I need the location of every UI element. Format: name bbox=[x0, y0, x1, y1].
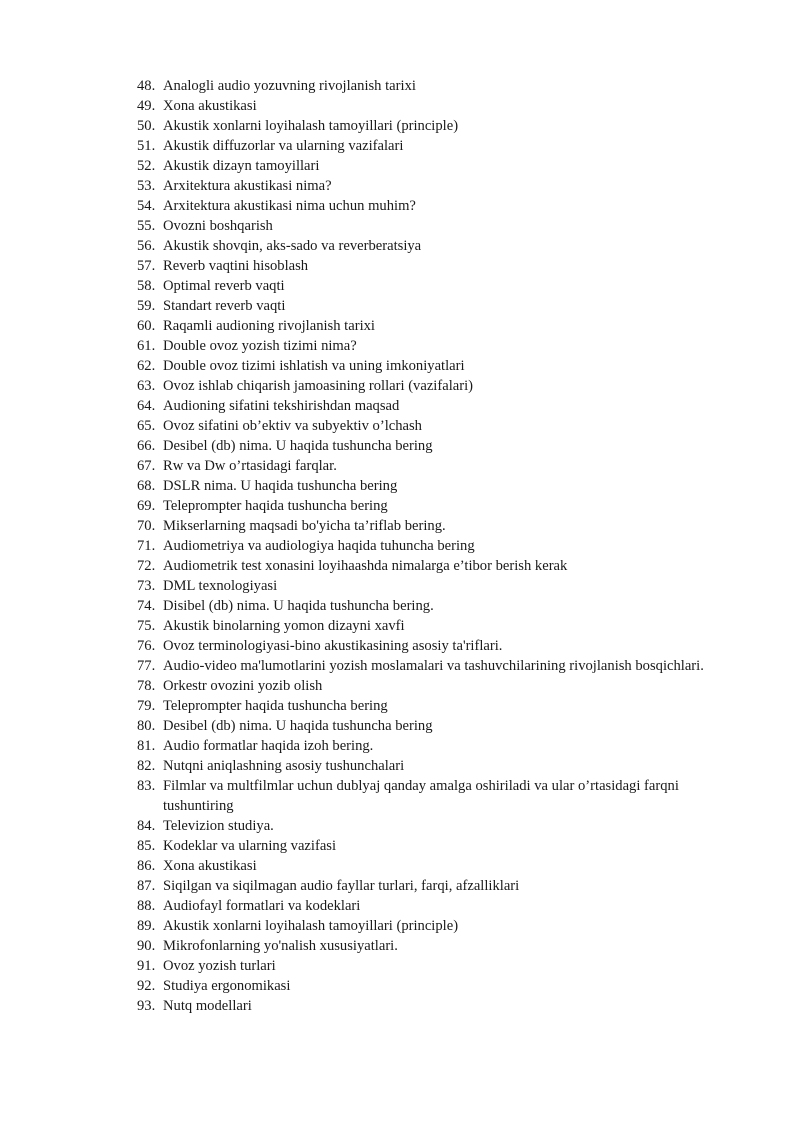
item-number: 56. bbox=[137, 238, 156, 254]
list-item bbox=[137, 836, 749, 856]
list-item bbox=[137, 476, 749, 496]
list-item bbox=[137, 196, 749, 216]
item-text: Xona akustikasi bbox=[163, 98, 257, 114]
list-item bbox=[137, 956, 749, 976]
list-item bbox=[137, 256, 749, 276]
item-text: Kodeklar va ularning vazifasi bbox=[163, 838, 337, 854]
item-number: 49. bbox=[137, 98, 156, 114]
item-text: Desibel (db) nima. U haqida tushuncha bering bbox=[163, 438, 433, 454]
list-item bbox=[137, 176, 749, 196]
list-item bbox=[137, 136, 749, 156]
item-text: Reverb vaqtini hisoblash bbox=[163, 258, 309, 274]
list-item bbox=[137, 996, 749, 1016]
list-item bbox=[137, 556, 749, 576]
item-text: Desibel (db) nima. U haqida tushuncha bering bbox=[163, 718, 433, 734]
list-item bbox=[137, 576, 749, 596]
item-text: Ovoz sifatini ob’ektiv va subyektiv o’lchash bbox=[163, 418, 422, 434]
item-text: Arxitektura akustikasi nima? bbox=[163, 178, 332, 194]
item-number: 72. bbox=[137, 558, 156, 574]
item-text: Akustik diffuzorlar va ularning vazifalari bbox=[163, 138, 404, 154]
list-item bbox=[137, 676, 749, 696]
item-text: Audiometrik test xonasini loyihaashda nimalarga e’tibor berish kerak bbox=[163, 558, 568, 574]
list-item bbox=[137, 316, 749, 336]
item-number: 65. bbox=[137, 418, 156, 434]
item-text: Double ovoz yozish tizimi nima? bbox=[163, 338, 357, 354]
item-text: Filmlar va multfilmlar uchun dublyaj qanday amalga oshiriladi va ular o’rtasidagi farqni tushuntiring bbox=[163, 778, 679, 814]
item-text: Audiometriya va audiologiya haqida tuhuncha bering bbox=[163, 538, 475, 554]
list-item bbox=[137, 716, 749, 736]
list-item bbox=[137, 516, 749, 536]
item-number: 88. bbox=[137, 898, 156, 914]
item-number: 79. bbox=[137, 698, 156, 714]
list-item bbox=[137, 156, 749, 176]
item-number: 53. bbox=[137, 178, 156, 194]
list-item bbox=[137, 356, 749, 376]
item-text: Audiofayl formatlari va kodeklari bbox=[163, 898, 361, 914]
item-text: Xona akustikasi bbox=[163, 858, 257, 874]
item-text: Nutq modellari bbox=[163, 998, 252, 1014]
item-number: 90. bbox=[137, 938, 156, 954]
list-item bbox=[137, 636, 749, 656]
item-text: Televizion studiya. bbox=[163, 818, 274, 834]
item-number: 60. bbox=[137, 318, 156, 334]
item-text: Analogli audio yozuvning rivojlanish tarixi bbox=[163, 78, 416, 94]
item-number: 48. bbox=[137, 78, 156, 94]
item-number: 69. bbox=[137, 498, 156, 514]
item-text: Audio formatlar haqida izoh bering. bbox=[163, 738, 374, 754]
item-number: 54. bbox=[137, 198, 156, 214]
list-item bbox=[137, 816, 749, 836]
item-number: 89. bbox=[137, 918, 156, 934]
list-item bbox=[137, 396, 749, 416]
item-number: 67. bbox=[137, 458, 156, 474]
numbered-question-list bbox=[137, 76, 749, 1016]
item-number: 83. bbox=[137, 778, 156, 794]
item-text: Akustik xonlarni loyihalash tamoyillari (principle) bbox=[163, 918, 459, 934]
item-text: Rw va Dw o’rtasidagi farqlar. bbox=[163, 458, 337, 474]
item-number: 57. bbox=[137, 258, 156, 274]
item-number: 86. bbox=[137, 858, 156, 874]
item-number: 66. bbox=[137, 438, 156, 454]
item-number: 91. bbox=[137, 958, 156, 974]
list-item bbox=[137, 216, 749, 236]
item-number: 59. bbox=[137, 298, 156, 314]
item-text: Audioning sifatini tekshirishdan maqsad bbox=[163, 398, 400, 414]
list-item bbox=[137, 76, 749, 96]
item-number: 70. bbox=[137, 518, 156, 534]
item-text: DSLR nima. U haqida tushuncha bering bbox=[163, 478, 398, 494]
item-number: 77. bbox=[137, 658, 156, 674]
item-text: Nutqni aniqlashning asosiy tushunchalari bbox=[163, 758, 405, 774]
item-number: 62. bbox=[137, 358, 156, 374]
list-item bbox=[137, 936, 749, 956]
item-text: Teleprompter haqida tushuncha bering bbox=[163, 498, 388, 514]
item-number: 63. bbox=[137, 378, 156, 394]
list-item bbox=[137, 616, 749, 636]
item-text: Akustik xonlarni loyihalash tamoyillari (principle) bbox=[163, 118, 459, 134]
list-item bbox=[137, 336, 749, 356]
item-number: 51. bbox=[137, 138, 156, 154]
list-item bbox=[137, 976, 749, 996]
item-text: Mikrofonlarning yo'nalish xususiyatlari. bbox=[163, 938, 398, 954]
item-text: Studiya ergonomikasi bbox=[163, 978, 291, 994]
list-item bbox=[137, 776, 749, 816]
list-item bbox=[137, 416, 749, 436]
item-text: Arxitektura akustikasi nima uchun muhim? bbox=[163, 198, 416, 214]
list-item bbox=[137, 236, 749, 256]
item-number: 61. bbox=[137, 338, 156, 354]
item-text: Standart reverb vaqti bbox=[163, 298, 286, 314]
item-text: Double ovoz tizimi ishlatish va uning imkoniyatlari bbox=[163, 358, 465, 374]
item-number: 76. bbox=[137, 638, 156, 654]
list-item bbox=[137, 116, 749, 136]
list-item bbox=[137, 536, 749, 556]
item-number: 68. bbox=[137, 478, 156, 494]
list-item bbox=[137, 376, 749, 396]
item-number: 85. bbox=[137, 838, 156, 854]
item-text: Akustik dizayn tamoyillari bbox=[163, 158, 320, 174]
list-item bbox=[137, 896, 749, 916]
item-number: 50. bbox=[137, 118, 156, 134]
list-item bbox=[137, 296, 749, 316]
item-text: Optimal reverb vaqti bbox=[163, 278, 285, 294]
list-item bbox=[137, 856, 749, 876]
list-item bbox=[137, 96, 749, 116]
list-item bbox=[137, 756, 749, 776]
list-item bbox=[137, 656, 749, 676]
item-text: Siqilgan va siqilmagan audio fayllar turlari, farqi, afzalliklari bbox=[163, 878, 520, 894]
item-number: 73. bbox=[137, 578, 156, 594]
item-text: Ovozni boshqarish bbox=[163, 218, 273, 234]
item-number: 82. bbox=[137, 758, 156, 774]
item-text: Akustik shovqin, aks-sado va reverberatsiya bbox=[163, 238, 422, 254]
item-number: 52. bbox=[137, 158, 156, 174]
list-item bbox=[137, 436, 749, 456]
list-item bbox=[137, 496, 749, 516]
item-number: 71. bbox=[137, 538, 156, 554]
item-text: Audio-video ma'lumotlarini yozish moslamalari va tashuvchilarining rivojlanish bosqichlari. bbox=[163, 658, 704, 674]
item-number: 74. bbox=[137, 598, 156, 614]
item-number: 81. bbox=[137, 738, 156, 754]
item-number: 64. bbox=[137, 398, 156, 414]
list-item bbox=[137, 876, 749, 896]
list-item bbox=[137, 276, 749, 296]
item-text: Ovoz yozish turlari bbox=[163, 958, 276, 974]
item-text: Ovoz ishlab chiqarish jamoasining rollari (vazifalari) bbox=[163, 378, 474, 394]
item-text: Disibel (db) nima. U haqida tushuncha bering. bbox=[163, 598, 434, 614]
item-number: 80. bbox=[137, 718, 156, 734]
list-item bbox=[137, 696, 749, 716]
list-item bbox=[137, 596, 749, 616]
item-number: 87. bbox=[137, 878, 156, 894]
item-number: 78. bbox=[137, 678, 156, 694]
item-number: 55. bbox=[137, 218, 156, 234]
item-number: 58. bbox=[137, 278, 156, 294]
item-text: Ovoz terminologiyasi-bino akustikasining asosiy ta'riflari. bbox=[163, 638, 503, 654]
list-item bbox=[137, 736, 749, 756]
item-text: DML texnologiyasi bbox=[163, 578, 278, 594]
item-text: Akustik binolarning yomon dizayni xavfi bbox=[163, 618, 405, 634]
list-item bbox=[137, 456, 749, 476]
list-item bbox=[137, 916, 749, 936]
item-number: 92. bbox=[137, 978, 156, 994]
item-text: Orkestr ovozini yozib olish bbox=[163, 678, 323, 694]
item-text: Teleprompter haqida tushuncha bering bbox=[163, 698, 388, 714]
item-number: 84. bbox=[137, 818, 156, 834]
item-text: Mikserlarning maqsadi bo'yicha ta’riflab bering. bbox=[163, 518, 446, 534]
item-number: 75. bbox=[137, 618, 156, 634]
item-text: Raqamli audioning rivojlanish tarixi bbox=[163, 318, 375, 334]
item-number: 93. bbox=[137, 998, 156, 1014]
